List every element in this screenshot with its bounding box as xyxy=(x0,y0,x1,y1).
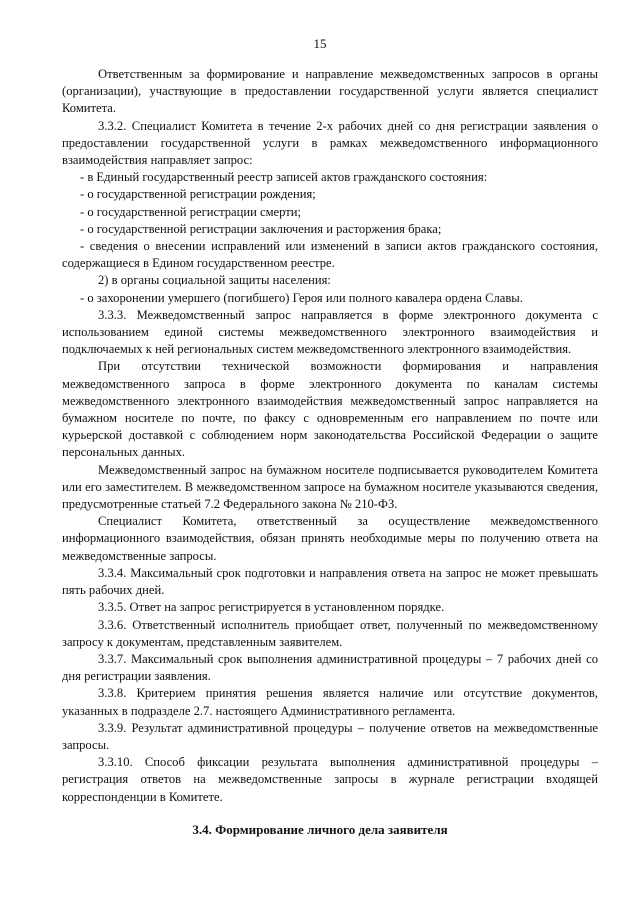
paragraph: 3.3.3. Межведомственный запрос направляется в форме электронного документа с использованием единой системы межведомственного электронного взаимодействия и подключаемых к ней региональных систем межведомственного электронного взаимодействия. xyxy=(62,307,598,357)
paragraph: 3.3.8. Критерием принятия решения является наличие или отсутствие документов, указанных в подразделе 2.7. настоящего Административного регламента. xyxy=(62,686,598,718)
paragraph: 3.3.2. Специалист Комитета в течение 2-х рабочих дней со дня регистрации заявления о предоставлении государственной услуги в рамках межведомственного информационного взаимодействия направляет запрос: xyxy=(62,118,598,168)
paragraph: 3.3.5. Ответ на запрос регистрируется в установленном порядке. xyxy=(98,600,445,615)
list-item: - о государственной регистрации рождения; xyxy=(80,187,316,202)
list-item: - о государственной регистрации заключения и расторжения брака; xyxy=(80,221,442,236)
paragraph: Специалист Комитета, ответственный за осуществление межведомственного информационного взаимодействия, обязан принять необходимые меры по получению ответа на межведомственные запросы. xyxy=(62,514,598,563)
page-number: 15 xyxy=(313,36,327,51)
list-item: - о захоронении умершего (погибшего) Героя или полного кавалера ордена Славы. xyxy=(80,290,523,305)
paragraph: 3.3.7. Максимальный срок выполнения административной процедуры – 7 рабочих дней со дня регистрации заявления. xyxy=(62,651,598,684)
paragraph: Ответственным за формирование и направление межведомственных запросов в органы (организации), участвующие в предоставлении государственной услуги является специалист Комитета. xyxy=(62,67,598,116)
paragraph: 2) в органы социальной защиты населения: xyxy=(98,273,331,288)
paragraph: 3.3.6. Ответственный исполнитель приобщает ответ, полученный по межведомственному запросу к документам, представленным заявителем. xyxy=(62,617,598,649)
section-heading: 3.4. Формирование личного дела заявителя xyxy=(192,822,448,837)
paragraph: При отсутствии технической возможности формирования и направления межведомственного запроса в форме электронного документа по каналам системы межведомственного электронного взаимодействия межведомственный запрос направляется на бумажном носителе по почте, по факсу с одновременным его направлением по почте или курьерской доставкой с соблюдением норм законодательства Российской Федерации о защите персональных данных. xyxy=(62,359,598,460)
document-body xyxy=(62,66,598,806)
list-item: - в Единый государственный реестр записей актов гражданского состояния: xyxy=(80,170,488,185)
paragraph: Межведомственный запрос на бумажном носителе подписывается руководителем Комитета или его заместителем. В межведомственном запросе на бумажном носителе указываются сведения, предусмотренные статьей 7.2 Федерального закона № 210-ФЗ. xyxy=(62,462,598,512)
paragraph: 3.3.9. Результат административной процедуры – получение ответов на межведомственные запросы. xyxy=(62,720,598,752)
paragraph: 3.3.4. Максимальный срок подготовки и направления ответа на запрос не может превышать пять рабочих дней. xyxy=(62,565,598,598)
list-item: - сведения о внесении исправлений или изменений в записи актов гражданского состояния, содержащиеся в Едином государственном реестре. xyxy=(62,239,598,271)
paragraph: 3.3.10. Способ фиксации результата выполнения административной процедуры – регистрация ответов на межведомственные запросы в журнале регистрации входящей корреспонденции в Комитете. xyxy=(62,755,598,804)
list-item: - о государственной регистрации смерти; xyxy=(80,204,302,219)
